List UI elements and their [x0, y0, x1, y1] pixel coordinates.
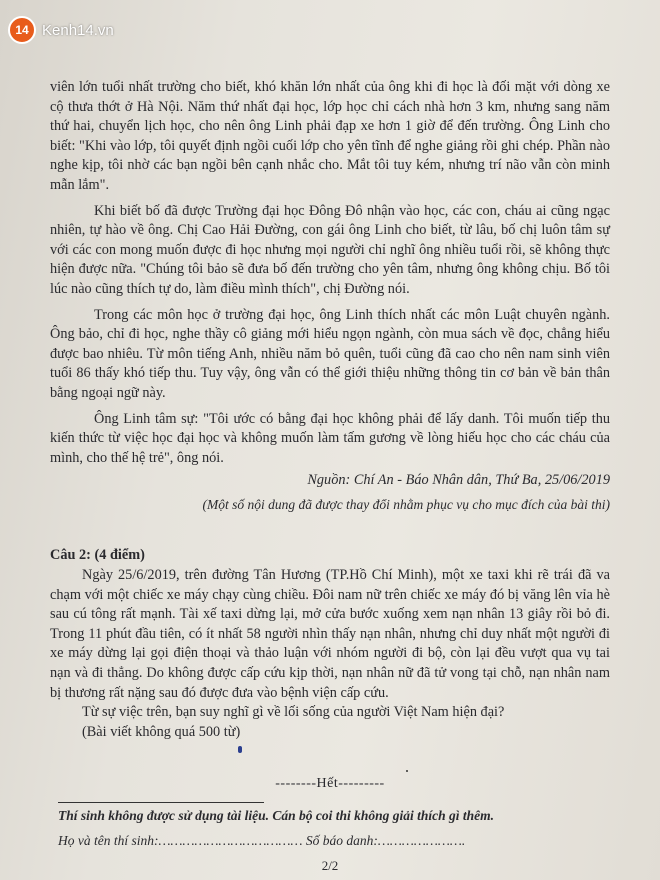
exam-instruction: Thí sinh không được sử dụng tài liệu. Cán bộ coi thi không giải thích gì thêm.	[58, 808, 495, 823]
end-marker: --------Hết---------	[275, 776, 385, 791]
watermark	[8, 14, 114, 46]
candidate-info-line: Họ và tên thí sinh:……………………………… Số báo danh:………………….	[58, 833, 466, 848]
question-2-limit: (Bài viết không quá 500 từ)	[82, 723, 241, 740]
kenh14-logo-icon: 14	[8, 16, 36, 44]
source-citation: Nguồn: Chí An - Báo Nhân dân, Thứ Ba, 25/06/2019	[307, 472, 610, 489]
footer-rule	[58, 802, 264, 803]
paragraph-1: viên lớn tuổi nhất trường cho biết, khó khăn lớn nhất của ông khi đi học là đối mặt với dòng xe cộ thưa thớt ở Hà Nội. Năm thứ nhất đại học, lớp học chỉ cách nhà hơn 3 km, nhưng sang năm thứ hai, chuyển lịch học, cho nên ông Linh phải đạp xe hơn 1 giờ để đến trường. Ông Linh cho biết: "Khi vào lớp, tôi quyết định ngồi cuối lớp cho yên tĩnh để nghe giảng rồi ghi chép. Phần nào nghe kịp, tôi nhờ các bạn ngồi bên cạnh nhắc cho. Mắt tôi tuy kém, nhưng trí não vẫn còn minh mẫn lắm".	[50, 79, 610, 193]
ink-speck	[406, 770, 408, 772]
question-2-title: Câu 2: (4 điểm)	[50, 547, 145, 564]
question-2-body: Ngày 25/6/2019, trên đường Tân Hương (TP.Hồ Chí Minh), một xe taxi khi rẽ trái đã va chạm với một chiếc xe máy chạy cùng chiều. Đôi nam nữ trên chiếc xe máy đó bị văng lên vỉa hè sau cú tông rất mạnh. Tài xế taxi dừng lại, mở cửa bước xuống xem nạn nhân 13 giây rồi bỏ đi. Trong 11 phút đầu tiên, có ít nhất 58 người nhìn thấy nạn nhân, nhưng chỉ duy nhất một người đi xe máy dừng lại gọi điện thoại và thảo luận với nhóm người đi bộ, còn lại đều vượt qua vụ tai nạn và đi thẳng. Do không được cấp cứu kịp thời, nạn nhân nữ đã tử vong tại chỗ, nạn nhân nam bị thương rất nặng sau đó được đưa vào bệnh viện cấp cứu.	[50, 567, 610, 701]
paragraph-2: Khi biết bố đã được Trường đại học Đông Đô nhận vào học, các con, cháu ai cũng ngạc nhiên, tự hào về ông. Chị Cao Hải Đường, con gái ông Linh cho biết, từ lâu, bố chị luôn tâm sự với các con mong muốn được đi học nhưng mọi người chỉ nghĩ ông nhiều tuổi rồi, sẽ không thực hiện được nữa. "Chúng tôi bảo sẽ đưa bố đến trường cho yên tâm, nhưng ông không chịu. Bố tôi lúc nào cũng thích tự do, làm điều mình thích", chị Đường nói.	[50, 202, 610, 297]
page-number: 2/2	[321, 858, 339, 873]
ink-mark	[238, 746, 242, 753]
exam-body	[50, 78, 610, 742]
watermark-text: Kenh14.vn	[42, 21, 114, 39]
paragraph-3: Trong các môn học ở trường đại học, ông Linh thích nhất các môn Luật chuyên ngành. Ông bảo, chỉ đi học, nghe thầy cô giảng mới hiểu ngọn ngành, còn mua sách về đọc, chẳng hiểu được bao nhiêu. Từ môn tiếng Anh, nhiều năm bỏ quên, tuổi cũng đã cao cho nên nam sinh viên tuổi 86 thấy khó tiếp thu. Tuy vậy, ông vẫn có thể giới thiệu những thông tin cơ bản về bản thân bằng ngoại ngữ này.	[50, 306, 610, 401]
paragraph-4: Ông Linh tâm sự: "Tôi ước có bằng đại học không phải để lấy danh. Tôi muốn tiếp thu kiến thức từ việc học đại học và không muốn làm tấm gương về lòng hiếu học cho các cháu của mình, cho thế hệ trẻ", ông nói.	[50, 410, 610, 466]
edit-note: (Một số nội dung đã được thay đổi nhằm phục vụ cho mục đích của bài thi)	[202, 496, 610, 512]
question-2-prompt: Từ sự việc trên, bạn suy nghĩ gì về lối sống của người Việt Nam hiện đại?	[82, 704, 505, 721]
